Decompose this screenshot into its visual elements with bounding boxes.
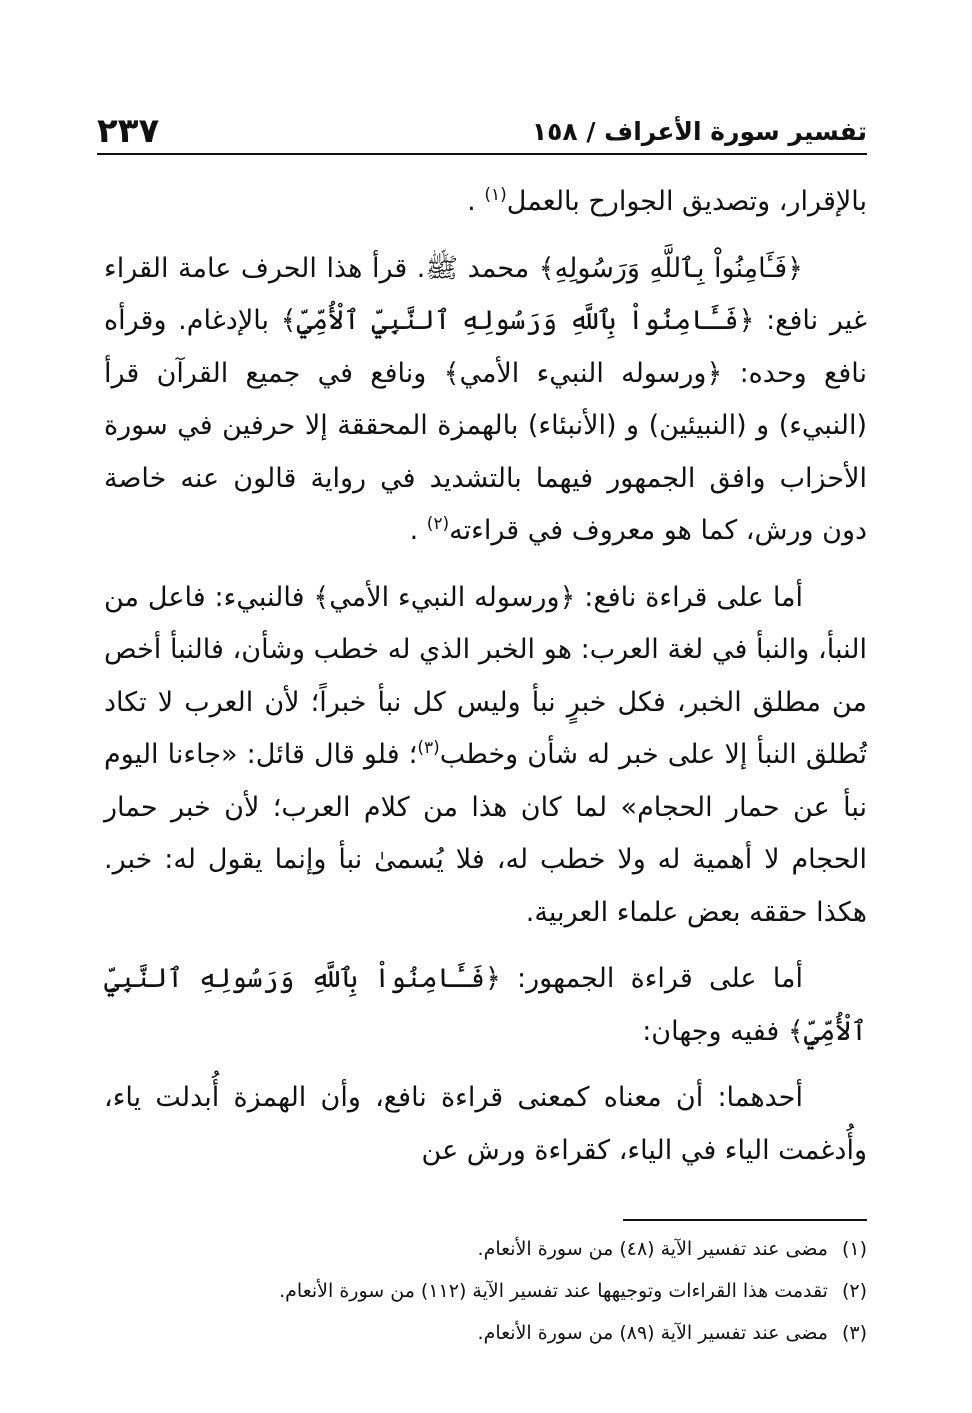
paragraph-1 — [104, 176, 867, 229]
footnote-3 — [150, 1312, 867, 1354]
paragraph-4 — [104, 953, 867, 1058]
footnote-text: مضى عند تفسير الآية (٨٩) من سورة الأنعام. — [477, 1322, 828, 1344]
footnote-ref-3[interactable]: (٣) — [417, 738, 440, 758]
quran-quote: ﴿فَـَٔامِنُواْ بِٱللَّهِ وَرَسُولِهِ ٱلنَّبِيِّ ٱلْأُمِّيِّ﴾ — [280, 305, 755, 336]
footnote-ref-2[interactable]: (٢) — [426, 514, 450, 534]
paragraph-2-text: بالإدغام. وقرأه نافع وحده: — [104, 305, 868, 389]
paragraph-2-text: محمد ﷺ. قرأ هذا الحرف عامة القراء غير نافع: — [104, 252, 867, 336]
paragraph-4-text: أما على قراءة الجمهور: — [500, 963, 803, 994]
header-rule — [97, 153, 867, 155]
paragraph-4-text: ففيه وجهان: — [642, 1015, 788, 1047]
footnote-number: (٢) — [841, 1280, 867, 1302]
footnote-text: تقدمت هذا القراءات وتوجيهها عند تفسير الآية (١١٢) من سورة الأنعام. — [279, 1280, 828, 1302]
page-header — [97, 108, 867, 154]
paragraph-5 — [104, 1072, 867, 1177]
paragraph-3-text: أما على قراءة نافع: — [575, 581, 804, 613]
reading-quote: ﴿ورسوله النبيء الأمي﴾ — [313, 581, 576, 613]
body-text — [104, 176, 867, 1177]
page-number: ٢٣٧ — [97, 111, 160, 151]
quran-quote: ﴿فَـَٔامِنُواْ بِٱللَّهِ وَرَسُولِهِ ٱلنَّبِيِّ ٱلْأُمِّيِّ﴾ — [104, 963, 867, 1047]
footnote-1 — [150, 1228, 867, 1270]
paragraph-2-tail: . — [409, 515, 427, 546]
paragraph-1-tail: . — [467, 186, 485, 217]
footnote-number: (١) — [841, 1238, 867, 1260]
running-title: تفسير سورة الأعراف / ١٥٨ — [531, 117, 867, 146]
paragraph-3 — [104, 572, 867, 940]
footnotes — [150, 1228, 867, 1354]
footnote-text: مضى عند تفسير الآية (٤٨) من سورة الأنعام. — [477, 1238, 828, 1260]
paragraph-1-text: بالإقرار، وتصديق الجوارح بالعمل — [506, 186, 867, 217]
paragraph-5-text: أحدهما: أن معناه كمعنى قراءة نافع، وأن الهمزة أُبدلت ياء، وأُدغمت الياء في الياء، كقراءة ورش عن — [104, 1082, 867, 1166]
footnote-2 — [150, 1270, 867, 1312]
footnote-separator — [623, 1219, 867, 1221]
paragraph-2-text: ونافع في جميع القرآن قرأ (النبيء) و (النبيئين) و (الأنبئاء) بالهمزة المحققة إلا حرفين في سورة الأحزاب وافق الجمهور فيهما بالتشديد في رواية قالون عنه خاصة دون ورش، كما هو معروف في قراءته — [104, 357, 867, 546]
reading-quote: ﴿ورسوله النبيء الأمي﴾ — [443, 357, 723, 389]
footnote-number: (٣) — [841, 1322, 867, 1344]
paragraph-3-text: ؛ فلو قال قائل: «جاءنا اليوم نبأ عن حمار الحجام» لما كان هذا من كلام العرب؛ لأن خبر حمار الحجام لا أهمية له ولا خطب له، فلا يُسمىٰ نبأ وإنما يقول له: خبر. هكذا حققه بعض علماء العربية. — [104, 739, 867, 928]
paragraph-2 — [104, 243, 867, 558]
footnote-ref-1[interactable]: (١) — [484, 185, 507, 205]
quran-quote: ﴿فَـَٔامِنُواْ بِٱللَّهِ وَرَسُولِهِ﴾ — [538, 252, 803, 284]
paragraph-3-text: فالنبيء: فاعل من النبأ، والنبأ في لغة العرب: هو الخبر الذي له خطب وشأن، فالنبأ أخص من مطلق الخبر، فكل خبرٍ نبأ وليس كل نبأ خبراً؛ لأن العرب لا تكاد تُطلق النبأ إلا على خبر له شأن وخطب — [104, 581, 868, 770]
